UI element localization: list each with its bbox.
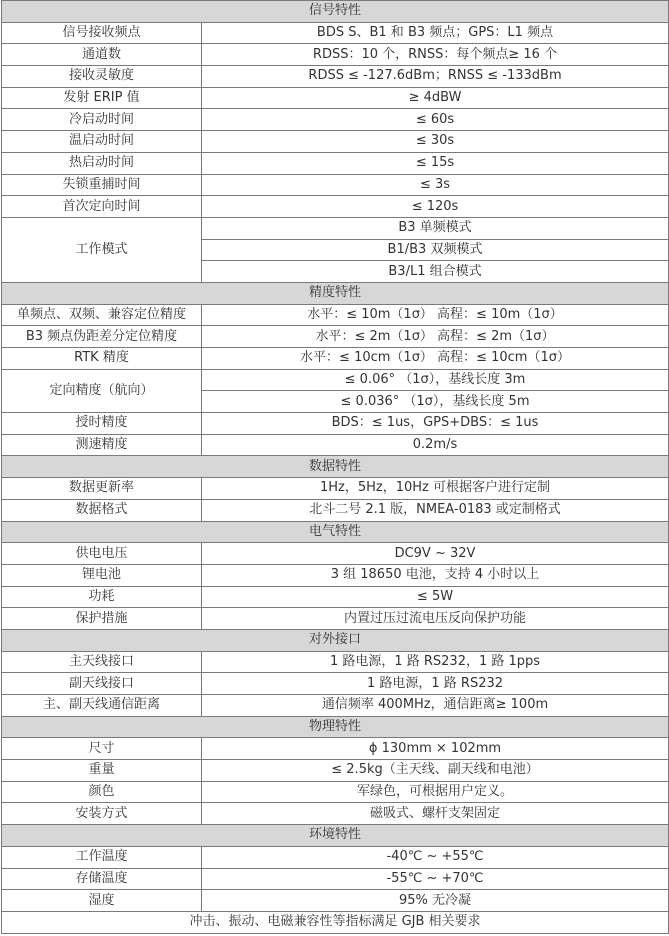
section-header-row (2, 825, 669, 847)
spec-value: 1 路电源，1 路 RS232，1 路 1pps (202, 651, 669, 673)
spec-label: 安装方式 (2, 803, 202, 825)
table-row (2, 695, 669, 717)
spec-label: 定向精度（航向） (2, 369, 202, 412)
spec-value: RDSS ≤ -127.6dBm；RNSS ≤ -133dBm (202, 66, 669, 88)
spec-table-body (2, 1, 669, 934)
spec-label: 颜色 (2, 781, 202, 803)
table-row (2, 586, 669, 608)
spec-value: 1Hz，5Hz，10Hz 可根据客户进行定制 (202, 478, 669, 500)
spec-value: ≤ 60s (202, 109, 669, 131)
spec-label: 首次定向时间 (2, 196, 202, 218)
section-title: 物理特性 (2, 716, 669, 738)
table-row (2, 152, 669, 174)
spec-value: -55℃ ~ +70℃ (202, 868, 669, 890)
spec-value: 军绿色，可根据用户定义。 (202, 781, 669, 803)
spec-value: 1 路电源，1 路 RS232 (202, 673, 669, 695)
spec-label: 湿度 (2, 890, 202, 912)
table-row (2, 369, 669, 391)
spec-value: ≤ 0.06° （1σ），基线长度 3m (202, 369, 669, 391)
section-title: 数据特性 (2, 456, 669, 478)
spec-value: 3 组 18650 电池，支持 4 小时以上 (202, 564, 669, 586)
spec-label: RTK 精度 (2, 348, 202, 370)
spec-label: 功耗 (2, 586, 202, 608)
table-row (2, 174, 669, 196)
spec-label: 主天线接口 (2, 651, 202, 673)
spec-value: DC9V ~ 32V (202, 543, 669, 565)
section-header-row (2, 1, 669, 23)
spec-value: ≤ 120s (202, 196, 669, 218)
spec-label: 失锁重捕时间 (2, 174, 202, 196)
table-row (2, 109, 669, 131)
spec-label: 工作温度 (2, 846, 202, 868)
spec-label: 数据格式 (2, 499, 202, 521)
spec-label: 授时精度 (2, 413, 202, 435)
table-row (2, 413, 669, 435)
spec-value: 水平：≤ 10m（1σ） 高程：≤ 10m（1σ） (202, 304, 669, 326)
section-header-row (2, 456, 669, 478)
table-row (2, 22, 669, 44)
spec-label: B3 频点伪距差分定位精度 (2, 326, 202, 348)
section-title: 对外接口 (2, 629, 669, 651)
spec-value: 0.2m/s (202, 434, 669, 456)
spec-value: B3 单频模式 (202, 217, 669, 239)
spec-table (1, 0, 669, 934)
spec-label: 副天线接口 (2, 673, 202, 695)
section-title: 信号特性 (2, 1, 669, 23)
table-row (2, 781, 669, 803)
table-row (2, 66, 669, 88)
section-title: 电气特性 (2, 521, 669, 543)
spec-value: 水平：≤ 2m（1σ） 高程：≤ 2m（1σ） (202, 326, 669, 348)
spec-label: 数据更新率 (2, 478, 202, 500)
spec-value: BDS S、B1 和 B3 频点；GPS：L1 频点 (202, 22, 669, 44)
spec-label: 尺寸 (2, 738, 202, 760)
spec-label: 锂电池 (2, 564, 202, 586)
spec-value: B1/B3 双频模式 (202, 239, 669, 261)
spec-label: 信号接收频点 (2, 22, 202, 44)
table-row (2, 87, 669, 109)
table-row (2, 890, 669, 912)
spec-value: 水平：≤ 10cm（1σ） 高程：≤ 10cm（1σ） (202, 348, 669, 370)
spec-value: RDSS：10 个，RNSS：每个频点≥ 16 个 (202, 44, 669, 66)
spec-value: 95% 无冷凝 (202, 890, 669, 912)
table-row (2, 543, 669, 565)
spec-value: 磁吸式、螺杆支架固定 (202, 803, 669, 825)
table-row (2, 131, 669, 153)
spec-value: 北斗二号 2.1 版，NMEA-0183 或定制格式 (202, 499, 669, 521)
spec-value: ≤ 15s (202, 152, 669, 174)
table-row (2, 760, 669, 782)
section-title: 精度特性 (2, 282, 669, 304)
section-title: 环境特性 (2, 825, 669, 847)
table-row (2, 499, 669, 521)
spec-value: ɸ 130mm × 102mm (202, 738, 669, 760)
table-row (2, 673, 669, 695)
table-row (2, 846, 669, 868)
table-row (2, 348, 669, 370)
spec-label: 测速精度 (2, 434, 202, 456)
spec-label: 主、副天线通信距离 (2, 695, 202, 717)
table-row (2, 868, 669, 890)
section-header-row (2, 521, 669, 543)
spec-value: -40℃ ~ +55℃ (202, 846, 669, 868)
spec-value: ≤ 2.5kg（主天线、副天线和电池） (202, 760, 669, 782)
spec-value: BDS：≤ 1us，GPS+DBS：≤ 1us (202, 413, 669, 435)
spec-value: ≥ 4dBW (202, 87, 669, 109)
spec-label: 接收灵敏度 (2, 66, 202, 88)
section-header-row (2, 629, 669, 651)
table-row (2, 44, 669, 66)
spec-label: 发射 ERIP 值 (2, 87, 202, 109)
spec-label: 保护措施 (2, 608, 202, 630)
footer-row (2, 911, 669, 933)
table-row (2, 434, 669, 456)
table-row (2, 326, 669, 348)
spec-value: B3/L1 组合模式 (202, 261, 669, 283)
table-row (2, 803, 669, 825)
table-row (2, 608, 669, 630)
spec-label: 供电电压 (2, 543, 202, 565)
spec-value: 内置过压过流电压反向保护功能 (202, 608, 669, 630)
table-row (2, 196, 669, 218)
spec-value: ≤ 30s (202, 131, 669, 153)
spec-label: 温启动时间 (2, 131, 202, 153)
spec-label: 冷启动时间 (2, 109, 202, 131)
footer-note: 冲击、振动、电磁兼容性等指标满足 GJB 相关要求 (2, 911, 669, 933)
section-header-row (2, 716, 669, 738)
table-row (2, 651, 669, 673)
spec-label: 热启动时间 (2, 152, 202, 174)
spec-label: 存储温度 (2, 868, 202, 890)
table-row (2, 304, 669, 326)
spec-label: 单频点、双频、兼容定位精度 (2, 304, 202, 326)
spec-label: 重量 (2, 760, 202, 782)
table-row (2, 564, 669, 586)
spec-value: ≤ 0.036° （1σ），基线长度 5m (202, 391, 669, 413)
spec-value: ≤ 5W (202, 586, 669, 608)
spec-value: ≤ 3s (202, 174, 669, 196)
table-row (2, 478, 669, 500)
spec-label: 通道数 (2, 44, 202, 66)
spec-value: 通信频率 400MHz，通信距离≥ 100m (202, 695, 669, 717)
table-row (2, 217, 669, 239)
spec-label: 工作模式 (2, 217, 202, 282)
section-header-row (2, 282, 669, 304)
table-row (2, 738, 669, 760)
